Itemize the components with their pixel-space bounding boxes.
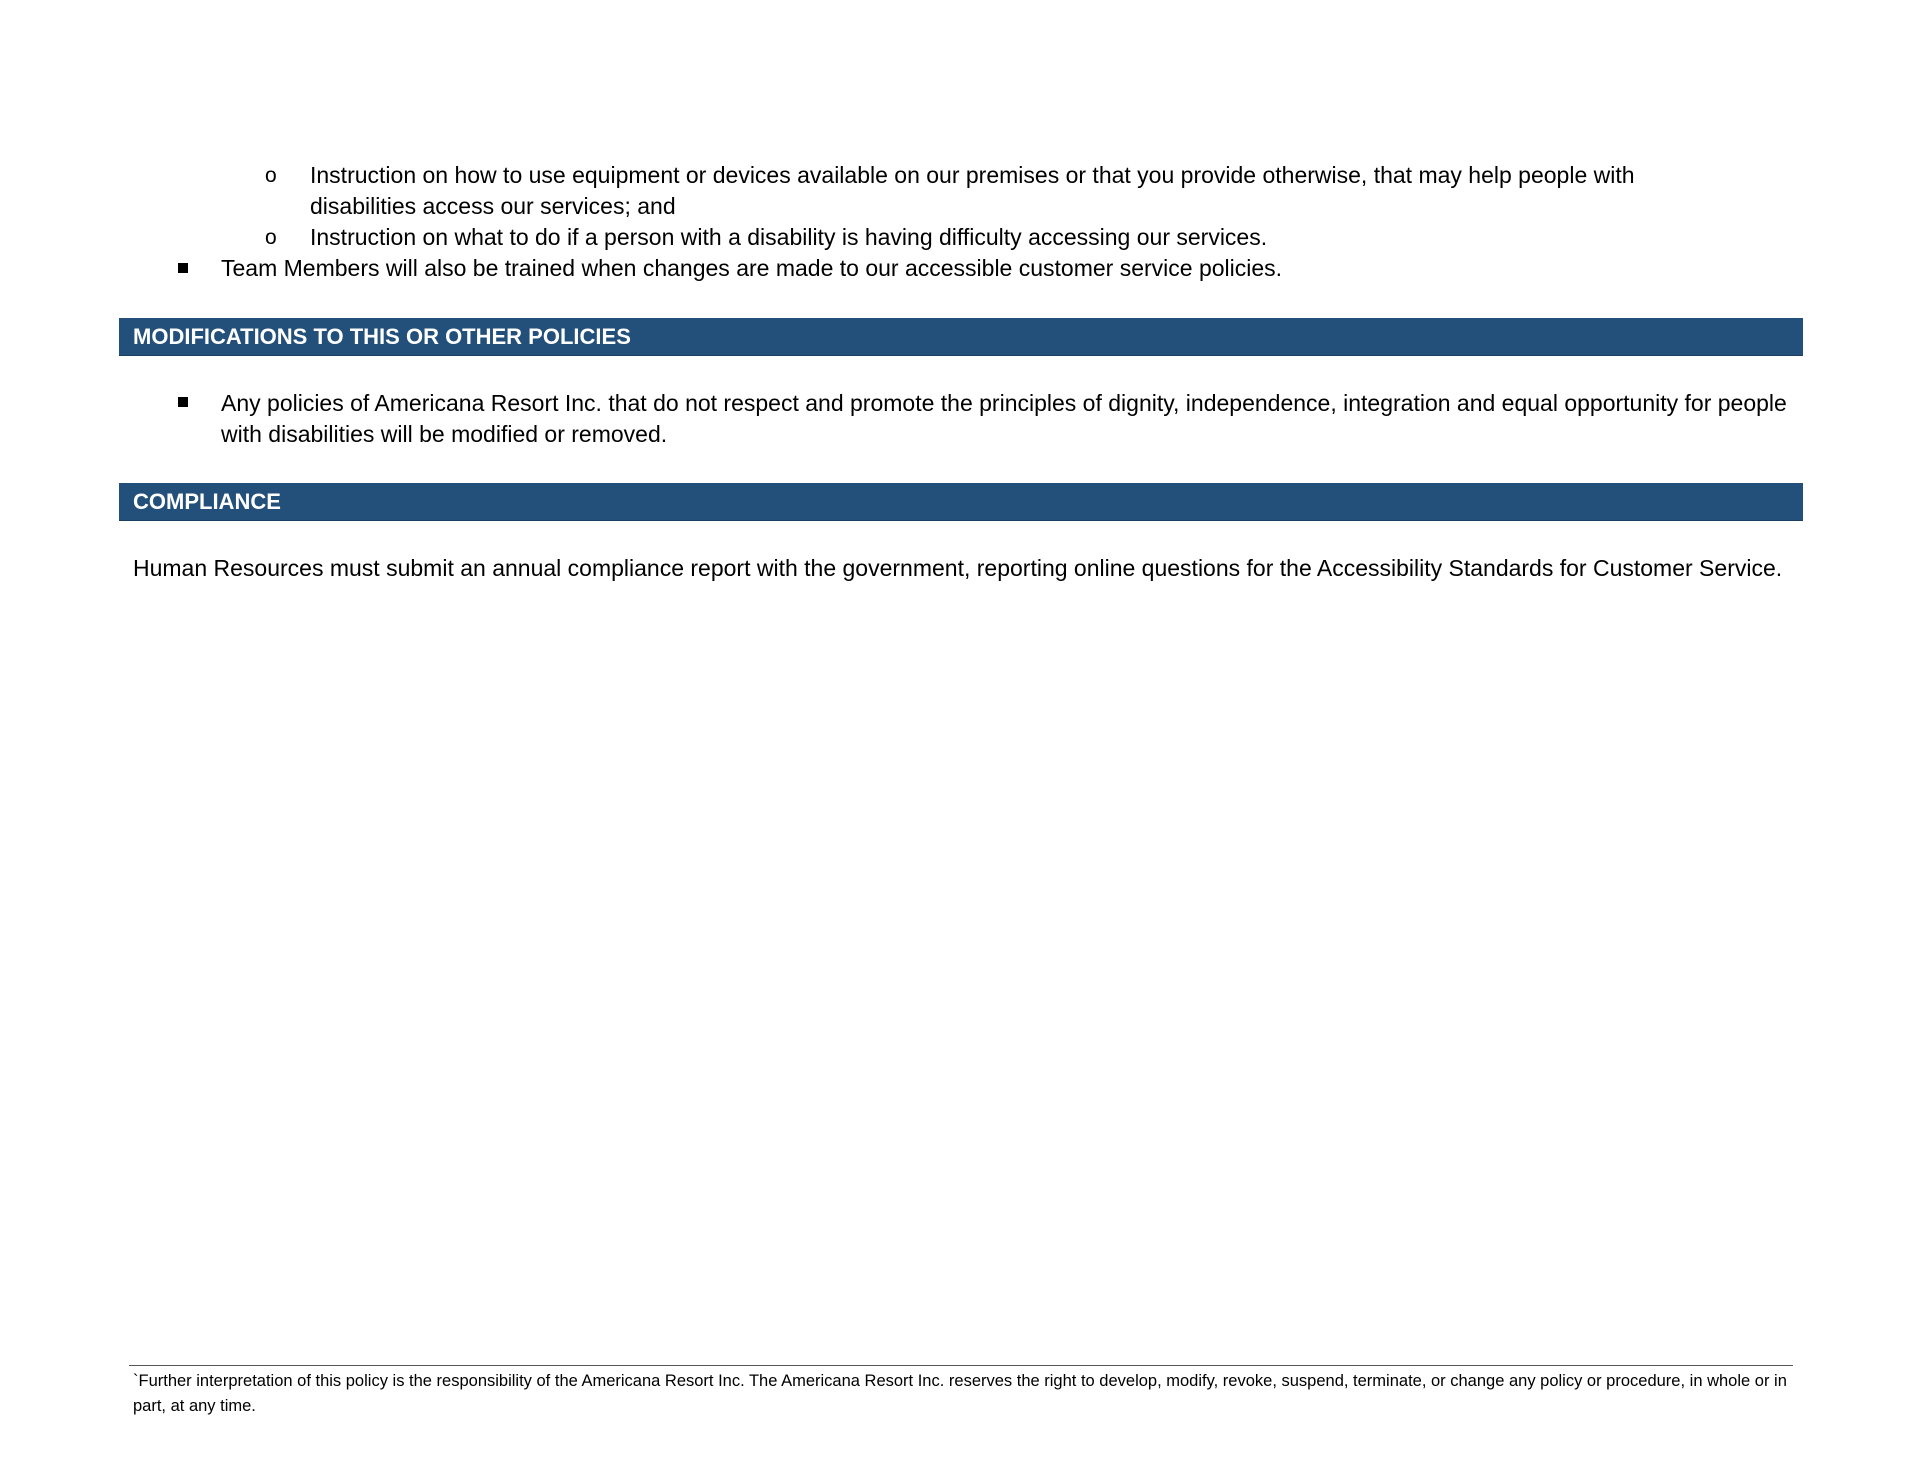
section-header-modifications xyxy=(119,318,1803,356)
sub-list-item: Instruction on how to use equipment or devices available on our premises or that you provide otherwise, that may help people with disabilities access our services; and xyxy=(310,162,1635,219)
footer-divider xyxy=(129,1365,1793,1366)
sub-bullet-marker: o xyxy=(265,164,277,187)
sub-bullet-marker: o xyxy=(265,226,277,249)
square-bullet-icon xyxy=(178,263,188,273)
footer-disclaimer: `Further interpretation of this policy is the responsibility of the Americana Resort Inc. The Americana Resort Inc. reserves the right to develop, modify, revoke, suspend, terminate, or change any policy or procedure, in whole or in part, at any time. xyxy=(133,1372,1787,1415)
section-heading: MODIFICATIONS TO THIS OR OTHER POLICIES xyxy=(133,324,631,349)
list-item: Any policies of Americana Resort Inc. that do not respect and promote the principles of dignity, independence, integration and equal opportunity for people with disabilities will be modified or removed. xyxy=(221,390,1787,447)
section-header-compliance xyxy=(119,483,1803,521)
square-bullet-icon xyxy=(178,397,188,407)
list-item: Team Members will also be trained when changes are made to our accessible customer service policies. xyxy=(221,255,1283,281)
compliance-paragraph: Human Resources must submit an annual compliance report with the government, reporting online questions for the Accessibility Standards for Customer Service. xyxy=(133,555,1783,581)
sub-list-item: Instruction on what to do if a person with a disability is having difficulty accessing our services. xyxy=(310,224,1268,250)
section-heading: COMPLIANCE xyxy=(133,489,281,514)
